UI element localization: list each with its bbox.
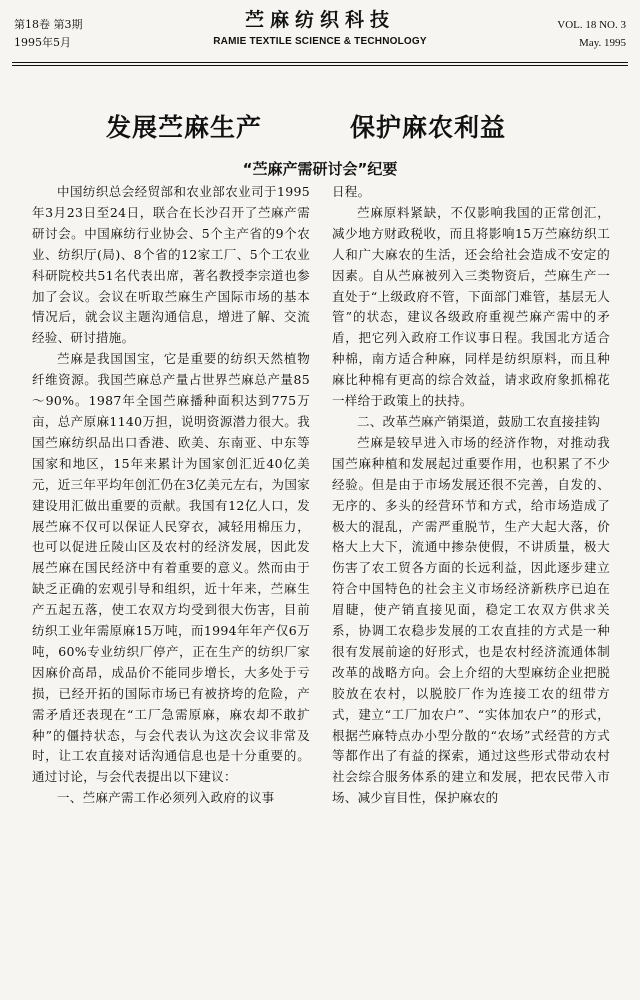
paragraph-policy: 苎麻原料紧缺，不仅影响我国的正常创汇，减少地方财政税收，而且将影响15万苎麻纺织工人和广大麻农的生活，还会给社会造成不安定的因素。自从苎麻被列入三类物资后，苎麻生产一直处于“上级政府不管，下面部门难管，基层无人管”的状态，建议各级政府重视苎麻产需中的矛盾，把它列入政府工作议事日程。我国北方适合种棉，南方适合种麻，同样是纺织原料，而且种麻比种棉有更高的综合效益，请求政府象抓棉花一样给于政策上的扶持。	[332, 204, 610, 409]
article-title	[0, 108, 640, 148]
article-subtitle: “苎麻产需研讨会”纪要	[242, 160, 398, 178]
journal-title-cn: 苎麻纺织科技	[244, 9, 395, 31]
header-left	[14, 16, 83, 52]
volume-issue: 第18卷 第3期	[14, 18, 83, 31]
paragraph-intro: 中国纺织总会经贸部和农业部农业司于1995年3月23日至24日，联合在长沙召开了苎麻产需研讨会。中国麻纺行业协会、5个主产省的9个农业、纺织厅(局)、8个省的12家工厂、5个工农业科研院校共51名代表出席，著名教授李宗道也参加了会议。会议在听取苎麻生产国际市场的基本情况后，就会议主题沟通信息，增进了解、交流经验、研讨措施。	[32, 184, 310, 346]
article-title-part2: 保护麻农利益	[350, 113, 507, 142]
issue-date-cn: 1995年5月	[14, 36, 71, 49]
header-right	[557, 16, 626, 52]
journal-title-en: RAMIE TEXTILE SCIENCE & TECHNOLOGY	[213, 36, 427, 47]
article-title-part1: 发展苎麻生产	[106, 113, 263, 142]
header-center	[200, 8, 440, 47]
paragraph-ramie-importance: 苎麻是我国国宝，它是重要的纺织天然植物纤维资源。我国苎麻总产量占世界苎麻总产量85～90%。1987年全国苎麻播种面积达到775万亩，总产原麻1140万担，说明资源潜力很大。我国苎麻纺织品出口香港、欧美、东南亚、中东等国家和地区，15年来累计为国家创汇近40亿美元，近三年平均年创汇仍在3亿美元左右，为国家建设用汇做出重要的贡献。我国有12亿人口，发展苎麻不仅可以保证人民穿衣，减轻用棉压力，也可以促进丘陵山区及农村的经济发展，因此发展苎麻在国民经济中有着重要的意义。然而由于缺乏正确的宏观引导和组织，近十年来，苎麻生产五起五落，使工农双方均受到很大伤害，目前纺织工业年需原麻15万吨，而1994年年产仅6万吨，60%专业纺织厂停产，正在生产的纺织厂家因麻价高昂，成品价不能同步增长，大多处于亏损，已经开拓的国际市场已有被挤垮的危险，产需矛盾还表现在“工厂急需原麻，麻农却不敢扩种”的僵持状态，与会代表认为这次会议非常及时，让工农直接对话沟通信息也是十分重要的。通过讨论，与会代表提出以下建议：	[32, 351, 310, 785]
section-heading-2: 二、改革苎麻产销渠道，鼓励工农直接挂钩	[357, 413, 601, 429]
body-column-right	[332, 182, 610, 809]
body-column-left	[32, 182, 310, 809]
header-rule-top	[12, 62, 628, 63]
journal-header	[0, 0, 640, 60]
section-heading-1: 一、苎麻产需工作必须列入政府的议事	[57, 790, 275, 806]
issue-date-en: May. 1995	[579, 37, 626, 49]
paragraph-continued: 日程。	[332, 184, 371, 199]
header-rule-bottom	[12, 65, 628, 66]
volume-issue-en: VOL. 18 NO. 3	[557, 19, 626, 31]
paragraph-market: 苎麻是较早进入市场的经济作物，对推动我国苎麻种植和发展起过重要作用，也积累了不少经验。但是由于市场发展还很不完善，自发的、无序的、多头的经营环节和方式，给市场造成了极大的混乱，产需严重脱节，生产大起大落，价格大上大下，流通中掺杂使假，不讲质量，极大伤害了农工贸各方面的长远利益，因此逐步建立符合中国特色的社会主义市场经济新秩序已迫在眉睫，使产销直接见面，稳定工农双方供求关系，协调工农稳步发展的工农直挂的方式是一种很有发展前途的好形式，也是农村经济流通体制改革的战略方向。会上介绍的大型麻纺企业把脱胶放在农村，以脱胶厂作为连接工农的纽带方式，建立“工厂加农户”、“实体加农户”的形式，根据苎麻特点办小型分散的“农场”式经营的方式等都作出了有益的探索，通过这些形式带动农村社会综合服务体系的建立和发展，把农民带入市场、减少盲目性，保护麻农的	[332, 434, 610, 806]
